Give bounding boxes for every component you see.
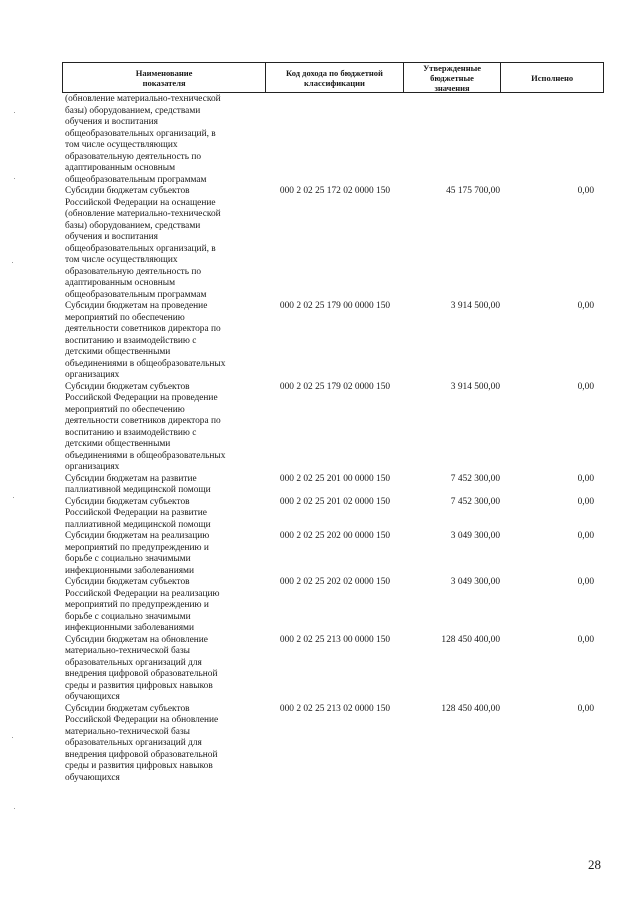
row-code <box>266 94 404 186</box>
row-code: 000 2 02 25 201 00 0000 150 <box>279 473 391 484</box>
row-executed: 0,00 <box>577 496 594 507</box>
row-code: 000 2 02 25 201 02 0000 150 <box>279 496 391 507</box>
row-approved: 7 452 300,00 <box>450 473 500 484</box>
row-approved: 3 049 300,00 <box>450 577 500 587</box>
table-row <box>62 497 604 532</box>
header-executed: Исполнено <box>531 72 574 83</box>
row-executed: 0,00 <box>577 186 594 196</box>
row-executed: 0,00 <box>577 703 594 714</box>
table-row <box>62 635 604 704</box>
table-row <box>62 704 604 785</box>
row-approved: 45 175 700,00 <box>446 186 500 196</box>
row-name: Субсидии бюджетам на обновление материально-технической базы образовательных организаций для внедрения цифровой образовательной среды и развития цифровых навыков обучающихся <box>65 634 218 702</box>
table-row <box>62 577 604 635</box>
table-row <box>62 382 604 474</box>
table-row <box>62 474 604 497</box>
scan-speck <box>13 497 14 498</box>
scan-speck <box>12 737 13 738</box>
row-name: Субсидии бюджетам субъектов Российской Федерации на оснащение (обновление материально-технической базы) оборудованием, средствами обучения и воспитания общеобразовательных организаций, в том числе осуществляющих образовательную деятельность по адаптированным основным общеобразовательным программам <box>65 186 221 300</box>
scan-speck <box>14 112 15 113</box>
scan-speck <box>12 262 13 263</box>
scan-speck <box>14 808 15 809</box>
header-approved: Утвержденные бюджетные значения <box>404 63 502 92</box>
row-executed: 0,00 <box>577 301 594 311</box>
table-body <box>62 94 604 784</box>
row-approved: 128 450 400,00 <box>441 634 500 645</box>
table-row <box>62 531 604 577</box>
row-executed: 0,00 <box>577 381 594 392</box>
row-executed: 0,00 <box>577 577 594 587</box>
row-approved: 3 914 500,00 <box>450 381 500 392</box>
row-name: Субсидии бюджетам субъектов Российской Федерации на проведение мероприятий по обеспечению деятельности советников директора по воспитанию и взаимодействию с детскими общественными объединениями в общеобразовательных организациях <box>65 381 226 472</box>
row-approved: 3 049 300,00 <box>450 531 500 541</box>
table-row <box>62 94 604 186</box>
page-number: 28 <box>588 857 601 872</box>
row-name: Субсидии бюджетам субъектов Российской Федерации на реализацию мероприятий по предупреждению и борьбе с социально значимыми инфекционными заболеваниями <box>65 577 220 633</box>
row-name: Субсидии бюджетам на реализацию мероприятий по предупреждению и борьбе с социально значимыми инфекционными заболеваниями <box>65 531 210 576</box>
row-executed: 0,00 <box>577 634 594 645</box>
row-code: 000 2 02 25 202 00 0000 150 <box>279 531 391 541</box>
row-name: Субсидии бюджетам на проведение мероприятий по обеспечению деятельности советников директора по воспитанию и взаимодействию с детскими общественными объединениями в общеобразовательных организациях <box>65 301 226 380</box>
table-row <box>62 186 604 301</box>
row-name: Субсидии бюджетам субъектов Российской Федерации на обновление материально-технической базы образовательных организаций для внедрения цифровой образовательной среды и развития цифровых навыков обучающихся <box>65 703 219 783</box>
row-code: 000 2 02 25 179 00 0000 150 <box>279 301 391 311</box>
row-code: 000 2 02 25 172 02 0000 150 <box>279 186 391 196</box>
row-approved: 128 450 400,00 <box>441 703 500 714</box>
header-code: Код дохода по бюджетной классификации <box>266 63 403 92</box>
row-executed <box>502 94 604 186</box>
row-approved: 7 452 300,00 <box>450 496 500 507</box>
row-code: 000 2 02 25 213 02 0000 150 <box>279 703 391 714</box>
table-row <box>62 301 604 382</box>
row-name: Субсидии бюджетам на развитие паллиативной медицинской помощи <box>65 473 211 495</box>
row-code: 000 2 02 25 179 02 0000 150 <box>279 381 391 392</box>
header-name: Наименование показателя <box>63 63 266 92</box>
row-approved: 3 914 500,00 <box>450 301 500 311</box>
row-name: (обновление материально-технической базы) оборудованием, средствами обучения и воспитания общеобразовательных организаций, в том числе осуществляющих образовательную деятельность по адаптированным основным общеобразовательным программам <box>65 94 221 185</box>
row-approved <box>404 94 502 186</box>
row-code: 000 2 02 25 202 02 0000 150 <box>279 577 391 587</box>
row-name: Субсидии бюджетам субъектов Российской Федерации на развитие паллиативной медицинской помощи <box>65 496 211 530</box>
row-executed: 0,00 <box>577 473 594 484</box>
row-executed: 0,00 <box>577 531 594 541</box>
scan-speck <box>14 178 15 179</box>
row-code: 000 2 02 25 213 00 0000 150 <box>279 634 391 645</box>
table-header <box>62 62 604 93</box>
